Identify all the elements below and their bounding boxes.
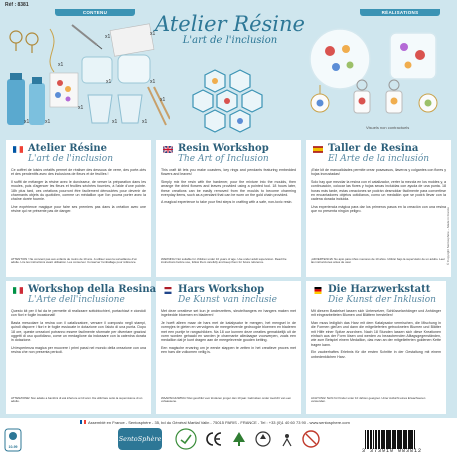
company-address: Assemblé en France - Sentosphère - 35, bd du Général Martial Valin - 75015 PARIS - FRANCE - Tel : +33 (0)1 40 60 73 90 - www.sentosphere.com (88, 420, 350, 425)
panel-warning: WARNING! Not suitable for children under 10 years of age. Use under adult supervision. Read the instructions before use, follow them carefully and keep them for future reference. (161, 258, 287, 265)
barcode-number: 3 373910 083812 (362, 448, 423, 454)
panel-paragraph: A magical experience to take your first steps in crafting with a safe, non-toxic resin. (161, 200, 293, 205)
barcode (365, 427, 435, 449)
sentosphere-logo (118, 428, 162, 450)
panel-subtitle: L'Arte dell'inclusione (28, 295, 125, 305)
banner-title: Atelier Résine (155, 12, 305, 36)
recycling-icon (254, 430, 272, 448)
chain-icon (50, 29, 54, 72)
panel-paragraph: Una experiencia mágica para dar los primeros pasos en la creación con una resina que no presenta ningún peligro. (311, 204, 446, 214)
age-range: 10-99 (8, 445, 18, 449)
keyring-icon (386, 80, 402, 113)
flag-de-icon (313, 287, 323, 294)
reference-number: Réf : 8381 (5, 2, 29, 8)
panel-it (6, 281, 157, 414)
panel-paragraph: This craft kit lets you make coasters, key rings and pendants featuring embedded flowers and leaves! (161, 168, 296, 177)
panel-es (306, 140, 451, 277)
panel-warning: ¡ADVERTENCIA! No apto para niños menores de 10 años. Utilizar bajo la supervisión de un adulto. Leer las instrucciones antes de usar. (311, 258, 445, 265)
qty-label: x1 (150, 31, 156, 37)
flag-fr-icon (13, 146, 23, 153)
panel-paragraph: Ein zauberhaftes Erlebnis für die ersten Schritte in der Gestaltung mit einem unbedenklichen Harz. (311, 350, 441, 359)
panel-paragraph: Mit diesem Bastelset lassen sich Untersetzer, Schlüsselanhänger und Anhänger mit eingearbeiteten Blumen und Blättern herstellen! (311, 309, 441, 318)
panel-paragraph: Een magische ervaring om je eerste stappen te zetten in het creatieve proces met een hars die volkomen veilig is. (161, 345, 296, 355)
panel-paragraph: Met deze creatieve set kun je onderzetters, sleutelhangers en hangers maken met ingebedde bloemen en bladeren! (161, 309, 296, 318)
panel-title: Atelier Résine (28, 143, 108, 154)
panel-paragraph: ¡Este kit de manualidades permite crear posavasos, llaveros y colgantes con flores y hojas incrustadas! (311, 168, 446, 177)
panel-subtitle: L'art de l'inclusion (28, 154, 113, 164)
qty-label: x1 (45, 119, 51, 125)
panel-paragraph: Questo kit per il fai da te permette di realizzare sottobicchieri, portachiavi e ciondoli con fiori e foglie incastonati! (11, 309, 146, 318)
panel-warning: ACHTUNG! Nicht für Kinder unter 10 Jahren geeignet. Unter Aufsicht eines Erwachsenen verwenden. (311, 397, 426, 404)
brand-name: SentoSphère (118, 435, 162, 443)
panel-de (306, 281, 446, 414)
honeycomb-decoration (185, 67, 285, 137)
pointed-tool-icon (72, 25, 97, 45)
panel-nl (156, 281, 301, 414)
fsc-icon (230, 430, 248, 448)
panel-paragraph: Basta mescolare la resina con il catalizzatore, versare il composto negli stampi, quindi disporre i fiori e le foglie essiccate in dotazione con l'aiuto di una punta. Dopo 18 ore, queste creazioni potranno essere facilmente sformate per diventare graziosi oggetti di uso quotidiano, come un medaglione da indossare con la catenina dorata in dotazione. (11, 320, 146, 343)
panel-fr (6, 140, 151, 277)
panel-body (311, 168, 446, 256)
panel-body (311, 309, 441, 395)
panel-subtitle: El Arte de la inclusión (328, 154, 430, 164)
measuring-cup (118, 95, 142, 123)
panel-paragraph: Je hoeft alleen maar de hars met de katalysator te mengen, het mengsel in de vormpjes te gieten en vervolgens de meegeleverde gedroogde bloemen en bladeren met een puntje te rangschikken. Na 18 uur kunnen deze creaties gemakkelijk uit de vorm worden gehaald en worden je charmante alledaagse voorwerpen, zoals een medaillon dat je kunt dragen aan de meegeleverde gouden ketting. (161, 320, 296, 343)
panel-warning: WAARSCHUWING! Niet geschikt voor kinderen jonger dan 10 jaar. Gebruiken onder toezicht van een volwassene. (161, 397, 292, 404)
qty-label: x1 (106, 79, 112, 85)
square-coaster (390, 33, 436, 79)
flag-uk-icon (163, 146, 173, 153)
ce-mark-icon (205, 430, 223, 448)
panel-body (11, 168, 146, 256)
banner-subtitle: L'art de l'inclusion (182, 35, 278, 46)
qty-label: x1 (105, 34, 111, 40)
product-banner (0, 7, 457, 137)
flag-it-icon (13, 287, 23, 294)
panel-paragraph: Man muss lediglich das Harz mit dem Katalysator vermischen, die Mischung in die Formen gießen und dann die mitgelieferten getrockneten Blumen und Blätter mit Hilfe einer Spitze anordnen. Nach 18 Stunden lassen sich diese Kreationen einfach aus der Form lösen und werden zu bezaubernden Alltagsgegenständen, wie zum Beispiel einem Medaillon, das man an der mitgelieferten goldenen Kette tragen kann. (311, 320, 441, 347)
panel-paragraph: Simply mix the resin with the hardener, pour the mixture into the moulds, then arrange the dried flowers and leaves provided using a pointed tool. 18 hours later, these creations can be easily removed from the moulds to become charming everyday items, such as a pendant that can be worn on the gold chain provided. (161, 179, 296, 198)
panel-subtitle: Die Kunst der Inklusion (328, 295, 436, 305)
measuring-cup (88, 95, 112, 123)
panel-paragraph: Une expérience magique pour faire ses premiers pas dans la création avec une résine qui ne présente pas de danger. (11, 204, 146, 214)
panel-body (161, 309, 296, 395)
certification-seal-icon (175, 428, 197, 450)
panel-title: Workshop della Resina (28, 284, 157, 295)
panel-paragraph: Ce coffret de loisirs créatifs permet de réaliser des dessous de verre, des porte-clés et des pendentifs avec des inclusions de fleurs et de feuilles ! (11, 168, 146, 177)
panel-title: Resin Workshop (178, 143, 269, 154)
dried-flowers-sachet (50, 73, 78, 107)
contents-tab: CONTENU (55, 9, 135, 16)
flag-nl-icon (163, 287, 173, 294)
panel-paragraph: Il suffit de mélanger la résine avec le durcisseur, de verser la préparation dans les moules, puis d'agencer les fleurs et feuilles séchées fournies, à l'aide d'une pointe. 18h plus tard, ces créations pourront être facilement démoulées pour devenir de charmants objets du quotidien, comme un médaillon que l'on pourra porter avec la chaîne dorée fournie. (11, 179, 146, 202)
visuals-disclaimer: Visuels non contractuels (366, 125, 410, 130)
results-tab: RÉALISATIONS (360, 9, 440, 16)
qty-label: x1 (58, 62, 64, 68)
panel-body (161, 168, 296, 256)
flag-es-icon (313, 146, 323, 153)
panel-warning: ATTENTION ! Ne convient pas aux enfants de moins de 10 ans. À utiliser sous la surveillance d'un adulte. Lire les instructions avant utilisation. Les conserver. Conserver l'emballage pour référence. (11, 258, 137, 265)
pendant-icon (311, 85, 329, 112)
footer (0, 418, 457, 457)
panel-subtitle: The Art of Inclusion (178, 154, 269, 164)
qty-label: x1 (160, 97, 166, 103)
flag-fr-icon (80, 420, 86, 424)
panel-paragraph: Solo hay que mezclar la resina con el catalizador, verter la mezcla en los moldes y, a continuación, colocar las flores y hojas secas incluidas con ayuda de una punta. 18 horas más tarde, estas creaciones se podrán desmoldar fácilmente para convertirse en encantadores objetos cotidianos, como un medallón que se podrá llevar con la cadena dorada incluida. (311, 179, 446, 202)
results-illustration (290, 19, 455, 125)
triman-icon (278, 430, 296, 448)
panel-subtitle: De Kunst van inclusie (178, 295, 277, 305)
panel-title: Hars Workshop (178, 284, 265, 295)
panel-title: Taller de Resina (328, 143, 419, 154)
round-mold (118, 55, 150, 83)
hardener-bottle (29, 83, 45, 125)
side-copyright: © Copyright Sentosphère – Made in France (446, 207, 450, 265)
panel-body (11, 309, 146, 395)
panel-en (156, 140, 301, 277)
panel-paragraph: Un'esperienza magica per muovere i primi passi nel mondo della creazione con una resina che non presenta pericoli. (11, 345, 146, 355)
qty-label: x1 (24, 119, 30, 125)
resin-bottle (7, 79, 25, 125)
warning-age-icon (302, 430, 320, 448)
qty-label: x1 (150, 79, 156, 85)
pendant-icon (419, 94, 437, 112)
qty-label: x1 (112, 119, 118, 125)
panel-title: Die Harzwerkstatt (328, 284, 431, 295)
keyring-icon (10, 31, 38, 53)
qty-label: x1 (78, 105, 84, 111)
qty-label: x1 (142, 119, 148, 125)
panel-warning: ATTENZIONE! Non adatto a bambini di età inferiore ai 10 anni. Da utilizzare sotto la supervisione di un adulto. (11, 397, 143, 404)
